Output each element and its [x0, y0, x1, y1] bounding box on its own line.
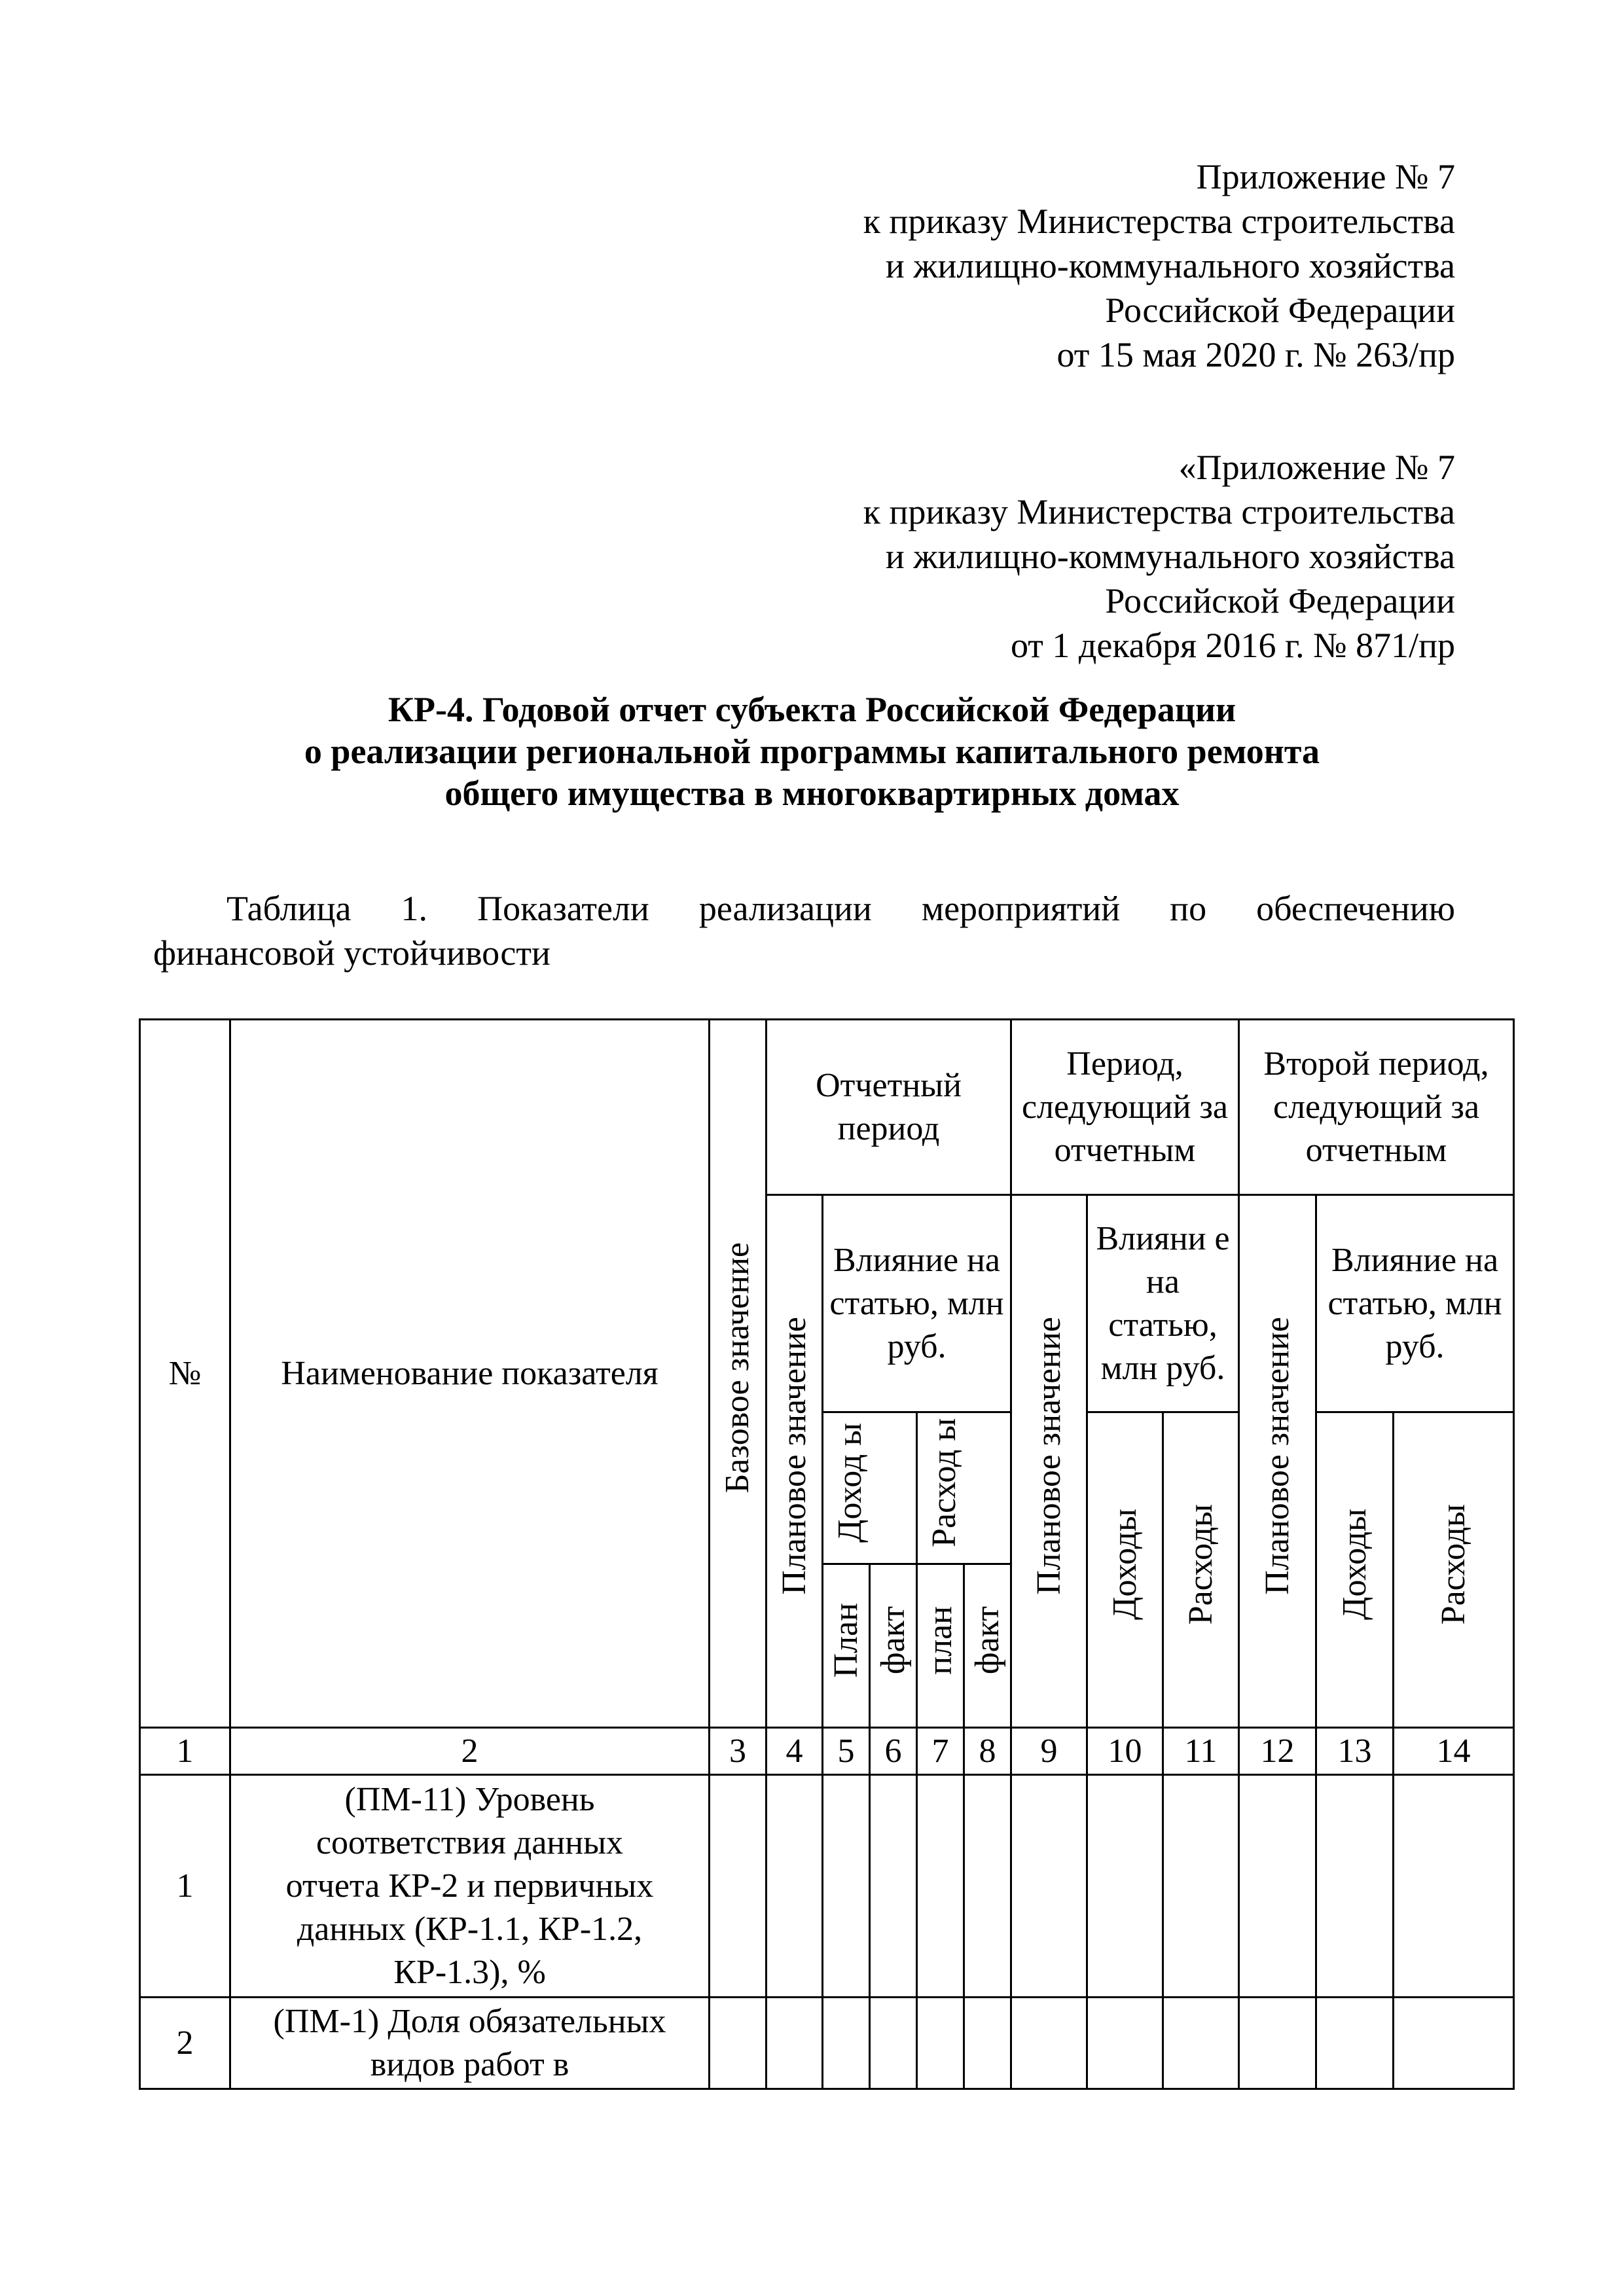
header-base-value: Базовое значение	[719, 1242, 756, 1494]
appendix-2-line: Российской Федерации	[1105, 581, 1455, 620]
appendix-header-2	[863, 445, 1455, 668]
header-income: Доходы	[1335, 1508, 1373, 1621]
header-second-period: Второй период, следующий за отчетным	[1239, 1020, 1514, 1195]
header-base-value-cell	[710, 1020, 767, 1728]
table-caption-line-2: финансовой устойчивости	[153, 933, 550, 973]
header-expenses: Расходы	[1434, 1503, 1472, 1625]
header-income: Доходы	[1106, 1508, 1144, 1621]
appendix-header-1	[863, 154, 1455, 377]
header-planned-value: Плановое значение	[1030, 1316, 1068, 1595]
header-fact: факт	[968, 1605, 1006, 1675]
header-planned-value: Плановое значение	[775, 1316, 813, 1595]
value-cell	[710, 1775, 767, 1998]
value-cell	[767, 1998, 823, 2089]
header-planned-value-cell-1	[767, 1195, 823, 1728]
column-number: 9	[1011, 1728, 1087, 1775]
table-caption-line-1: Таблица 1. Показатели реализации мероприятий по обеспечению	[226, 889, 1455, 928]
title-line: общего имущества в многоквартирных домах	[444, 774, 1180, 813]
value-cell	[964, 1998, 1011, 2089]
value-cell	[1316, 1775, 1394, 1998]
row-name-line: отчета КР-2 и первичных	[285, 1867, 654, 1905]
header-fact: факт	[874, 1605, 912, 1675]
value-cell	[870, 1998, 917, 2089]
value-cell	[870, 1775, 917, 1998]
value-cell	[1163, 1775, 1239, 1998]
appendix-1-line: Российской Федерации	[1105, 291, 1455, 330]
column-number: 12	[1239, 1728, 1316, 1775]
header-fact-cell-1	[870, 1564, 917, 1728]
header-no: №	[140, 1020, 230, 1728]
header-expenses: Расходы	[1182, 1503, 1219, 1625]
value-cell	[823, 1998, 870, 2089]
header-income-hyph: Доход ы	[831, 1422, 869, 1543]
header-plan-cap: План	[827, 1602, 865, 1678]
column-number: 6	[870, 1728, 917, 1775]
header-plan-cap-cell	[823, 1564, 870, 1728]
appendix-2-line: «Приложение № 7	[1178, 448, 1455, 487]
column-number: 4	[767, 1728, 823, 1775]
column-number: 1	[140, 1728, 230, 1775]
header-planned-value-cell-3	[1239, 1195, 1316, 1728]
appendix-2-line: от 1 декабря 2016 г. № 871/пр	[1010, 626, 1455, 665]
title-line: КР-4. Годовой отчет субъекта Российской Федерации	[388, 690, 1236, 729]
header-income-cell-2	[1316, 1412, 1394, 1728]
header-expense-hyph-cell	[917, 1412, 1011, 1564]
row-name-line: КР-1.3), %	[393, 1953, 546, 1991]
column-number: 7	[917, 1728, 964, 1775]
header-next-period: Период, следующий за отчетным	[1011, 1020, 1239, 1195]
header-income-cell-1	[1087, 1412, 1163, 1728]
appendix-1-line: Приложение № 7	[1196, 157, 1455, 196]
header-plan: план	[921, 1605, 959, 1675]
value-cell	[1011, 1775, 1087, 1998]
column-number: 14	[1394, 1728, 1514, 1775]
header-fact-cell-2	[964, 1564, 1011, 1728]
value-cell	[917, 1998, 964, 2089]
value-cell	[1087, 1775, 1163, 1998]
header-planned-value-cell-2	[1011, 1195, 1087, 1728]
value-cell	[1239, 1775, 1316, 1998]
title-line: о реализации региональной программы капитального ремонта	[304, 732, 1320, 771]
header-impact-1: Влияние на статью, млн руб.	[823, 1195, 1011, 1412]
appendix-2-line: к приказу Министерства строительства	[863, 492, 1455, 531]
value-cell	[710, 1998, 767, 2089]
column-number: 3	[710, 1728, 767, 1775]
row-indicator-name	[230, 1775, 710, 1998]
document-title	[0, 689, 1624, 814]
value-cell	[1087, 1998, 1163, 2089]
header-name: Наименование показателя	[230, 1020, 710, 1728]
row-name-line: данных (КР-1.1, КР-1.2,	[297, 1910, 643, 1948]
value-cell	[917, 1775, 964, 1998]
row-name-line: (ПМ-1) Доля обязательных	[273, 2002, 666, 2040]
row-no: 2	[140, 1998, 230, 2089]
header-planned-value: Плановое значение	[1258, 1316, 1296, 1595]
column-number: 5	[823, 1728, 870, 1775]
header-expense-hyph: Расход ы	[925, 1418, 963, 1547]
row-no: 1	[140, 1775, 230, 1998]
column-number: 2	[230, 1728, 710, 1775]
table-caption	[153, 886, 1455, 975]
header-plan-cell	[917, 1564, 964, 1728]
appendix-2-line: и жилищно-коммунального хозяйства	[885, 537, 1455, 576]
table-row	[140, 1998, 1514, 2089]
value-cell	[823, 1775, 870, 1998]
header-expenses-cell-2	[1394, 1412, 1514, 1728]
header-impact-2: Влияни е на статью, млн руб.	[1087, 1195, 1239, 1412]
value-cell	[1011, 1998, 1087, 2089]
row-name-line: видов работ в	[370, 2045, 569, 2083]
value-cell	[1316, 1998, 1394, 2089]
table-row	[140, 1775, 1514, 1998]
column-number-row	[140, 1728, 1514, 1775]
column-number: 8	[964, 1728, 1011, 1775]
value-cell	[964, 1775, 1011, 1998]
value-cell	[1394, 1998, 1514, 2089]
value-cell	[1394, 1775, 1514, 1998]
appendix-1-line: от 15 мая 2020 г. № 263/пр	[1056, 335, 1455, 374]
header-income-hyph-cell	[823, 1412, 917, 1564]
value-cell	[767, 1775, 823, 1998]
header-impact-3: Влияние на статью, млн руб.	[1316, 1195, 1514, 1412]
header-expenses-cell-1	[1163, 1412, 1239, 1728]
column-number: 10	[1087, 1728, 1163, 1775]
column-number: 13	[1316, 1728, 1394, 1775]
column-number: 11	[1163, 1728, 1239, 1775]
row-name-line: соответствия данных	[316, 1823, 624, 1861]
indicators-table	[139, 1018, 1515, 2090]
value-cell	[1163, 1998, 1239, 2089]
appendix-1-line: и жилищно-коммунального хозяйства	[885, 246, 1455, 285]
value-cell	[1239, 1998, 1316, 2089]
header-reporting-period: Отчетный период	[767, 1020, 1011, 1195]
appendix-1-line: к приказу Министерства строительства	[863, 202, 1455, 241]
row-name-line: (ПМ-11) Уровень	[344, 1780, 595, 1818]
row-indicator-name	[230, 1998, 710, 2089]
